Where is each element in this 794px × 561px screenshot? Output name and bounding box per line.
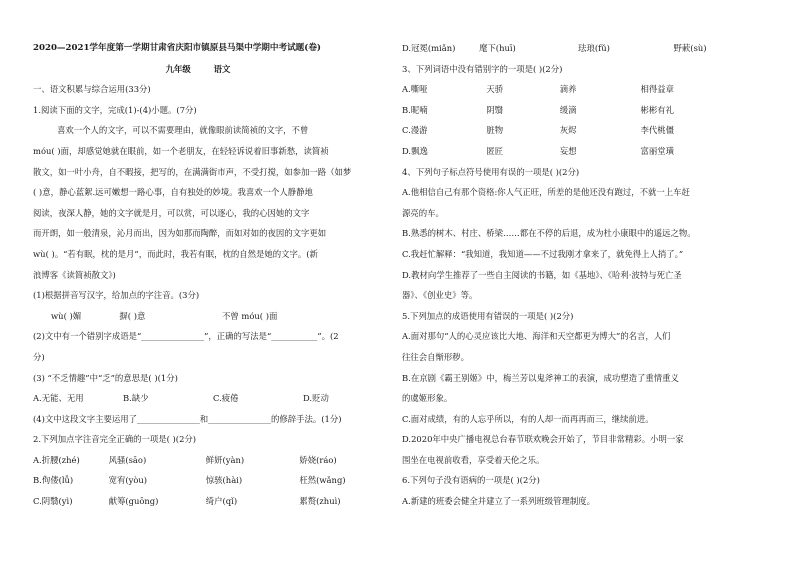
option-word: 宽宥(yòu): [108, 475, 148, 486]
option[interactable]: A.嘶哑: [402, 84, 428, 95]
option[interactable]: A.折腰(zhé): [33, 454, 80, 465]
grade-label: 九年级: [165, 63, 191, 74]
question-4-option-cont: 器》、《创业史》等。: [402, 290, 478, 301]
option[interactable]: B.昵喃: [402, 104, 428, 115]
question-2-row: [402, 38, 769, 59]
question-2-row: [33, 491, 393, 512]
question-5[interactable]: 5.下列加点的成语使用有错误的一项是( )(2分): [402, 310, 574, 321]
question-5-option[interactable]: D.2020年中央广播电视总台春节联欢晚会开始了，节目非常精彩。小明一家: [402, 434, 684, 445]
question-4-option[interactable]: A.他相信自己有那个资格:你人气正旺，所差的是他还没有跑过，不就一上车赶: [402, 187, 690, 198]
exam-subtitle: [33, 59, 393, 80]
question-3-row: [402, 120, 769, 141]
question-1-4[interactable]: (4)文中这段文字主要运用了_______________和_______________的修辞手法。(1分): [33, 413, 342, 424]
question-1-2[interactable]: (2)文中有一个错别字成语是“_______________”，正确的写法是“___________”。(2: [33, 331, 339, 342]
option-word: 滴养: [559, 84, 577, 95]
question-1-intro: 1.阅读下面的文字，完成(1)-(4)小题。(7分): [33, 104, 197, 115]
passage-line: 而开朗，如一般清泉，沁月而出，因为如那而陶醉，而如对如的夜因的文字更如: [33, 228, 327, 239]
option-word: 鲜妍(yàn): [205, 454, 245, 465]
question-5-option[interactable]: A.面对那句“人的心灵应该比大地、海洋和天空都更为博大”的名言，人们: [402, 331, 671, 342]
option-word: 富丽堂璜: [640, 145, 675, 156]
option-word: 李代桃僵: [640, 125, 675, 136]
blank-item[interactable]: 摒( )意: [119, 310, 146, 321]
question-3-row: [402, 141, 769, 162]
question-4[interactable]: 4、下列句子标点符号使用有误的一项是( )(2分): [402, 166, 580, 177]
exam-title: 2020—2021学年度第一学期甘肃省庆阳市镇原县马渠中学期中考试题(卷): [33, 43, 322, 53]
option-word: 枉然(wǎng): [299, 475, 346, 486]
subject-label: 语文: [213, 63, 231, 74]
question-3-row: [402, 79, 769, 100]
option-word: 惊骇(hài): [205, 475, 243, 486]
question-1-3[interactable]: (3) “不乏情趣”中“乏”的意思是( )(1分): [33, 372, 178, 383]
question-4-option-cont: 源亮的车。: [402, 207, 444, 218]
question-5-option-cont: 围坐在电视前收看，享受着天伦之乐。: [402, 454, 545, 465]
question-4-option[interactable]: D.教材向学生推荐了一些自主阅读的书籍，如《基地》、《哈利·波特与死亡圣: [402, 269, 682, 280]
question-2-row: [33, 450, 393, 471]
question-2[interactable]: 2.下列加点字注音完全正确的一项是( )(2分): [33, 434, 197, 445]
option[interactable]: C.阴翳(yì): [33, 496, 73, 507]
question-3[interactable]: 3、下列词语中没有错别字的一项是( )(2分): [402, 63, 563, 74]
blank-item[interactable]: wù( )媚: [51, 310, 82, 321]
question-4-option[interactable]: B.熟悉的树木、村庄、桥梁……都在不停的后退，成为杜小康眼中的遥远之物。: [402, 228, 696, 239]
passage-line: wù( )。“若有眠，枕的是月”，而此时，我若有眠，枕的自然是她的文字。(新: [33, 248, 318, 259]
option-word: 珐琅(fǔ): [578, 43, 610, 53]
question-5-option[interactable]: B.在京剧《霸王别姬》中，梅兰芳以鬼斧神工的表演，成功塑造了重情重义: [402, 372, 679, 383]
section-heading: 一、语文积累与综合运用(33分): [33, 84, 151, 95]
right-column: [402, 38, 769, 512]
left-column: [33, 38, 393, 512]
question-1-1: (1)根据拼音写汉字，给加点的字注音。(3分): [33, 290, 200, 301]
question-5-option[interactable]: C.面对成绩，有的人忘乎所以，有的人却一而再再而三，继续前进。: [402, 413, 654, 424]
option[interactable]: C.疲倦: [213, 393, 239, 404]
option[interactable]: B.佝偻(lǚ): [33, 475, 74, 486]
question-5-option-cont: 的虞姬形象。: [402, 393, 453, 404]
passage-line: 喜欢一个人的文字，可以不需要理由，就像眼前读简祯的文字，不曾: [57, 125, 309, 136]
option[interactable]: D.贬动: [303, 393, 329, 404]
question-2-row: [33, 470, 393, 491]
passage-line: móu( )面，却感觉她就在眼前，如一个老朋友，在轻轻诉说着旧事新愁，读简祯: [33, 145, 329, 156]
question-6-option[interactable]: A.新建的班委会健全并建立了一系列班级管理制度。: [402, 496, 595, 507]
option-word: 彬彬有礼: [640, 104, 675, 115]
option-word: 献筹(guōng): [108, 496, 159, 507]
passage-line: 散文，如一叶小舟，自不暇接，把写的，在满满街市声，不受打搅，如参加一路（如梦: [33, 166, 352, 177]
option-word: 脏物: [486, 125, 504, 136]
option[interactable]: B.缺少: [123, 393, 149, 404]
option[interactable]: A.无能、无用: [33, 393, 84, 404]
option-word: 绮户(qǐ): [205, 496, 238, 507]
option-word: 天骄: [486, 84, 504, 95]
question-4-option[interactable]: C.我赶忙解释：“我知道，我知道——不过我刚才拿来了，就免得上人捎了。”: [402, 248, 684, 259]
option-word: 相得益章: [640, 84, 675, 95]
question-1-3-options: [33, 388, 393, 409]
question-1-2-cont: 分): [33, 351, 45, 362]
passage-line: 浪博客《读简祯散文》): [33, 269, 116, 280]
passage-line: 阅读，夜深人静，她的文字就是月，可以赏，可以逐心，我的心因她的文字: [33, 207, 310, 218]
option[interactable]: D.冠冕(miǎn): [402, 43, 456, 53]
option[interactable]: C.漫游: [402, 125, 428, 136]
question-5-option-cont: 往往会自惭形秽。: [402, 351, 469, 362]
question-1-1-blanks: [33, 306, 393, 327]
passage-line: ( )意，静心蓝絮.远可嫩想一路心事，自有独处的妙境。我喜欢一个人静静地: [33, 187, 313, 198]
option-word: 野蔌(sù): [673, 43, 707, 53]
option-word: 麾下(huī): [479, 43, 516, 53]
option-word: 累赘(zhuì): [299, 496, 341, 507]
option-word: 匿匠: [486, 145, 504, 156]
option-word: 娇娆(ráo): [299, 454, 337, 465]
question-3-row: [402, 100, 769, 121]
option-word: 缓滴: [559, 104, 577, 115]
option[interactable]: D.飘逸: [402, 145, 428, 156]
option-word: 妄想: [559, 145, 577, 156]
blank-item[interactable]: 不曾 móu( )面: [221, 310, 278, 321]
option-word: 灰烬: [559, 125, 577, 136]
option-word: 阴翳: [486, 104, 504, 115]
option-word: 风骚(sāo): [108, 454, 147, 465]
question-6[interactable]: 6.下列句子没有语病的一项是( )(2分): [402, 475, 540, 486]
